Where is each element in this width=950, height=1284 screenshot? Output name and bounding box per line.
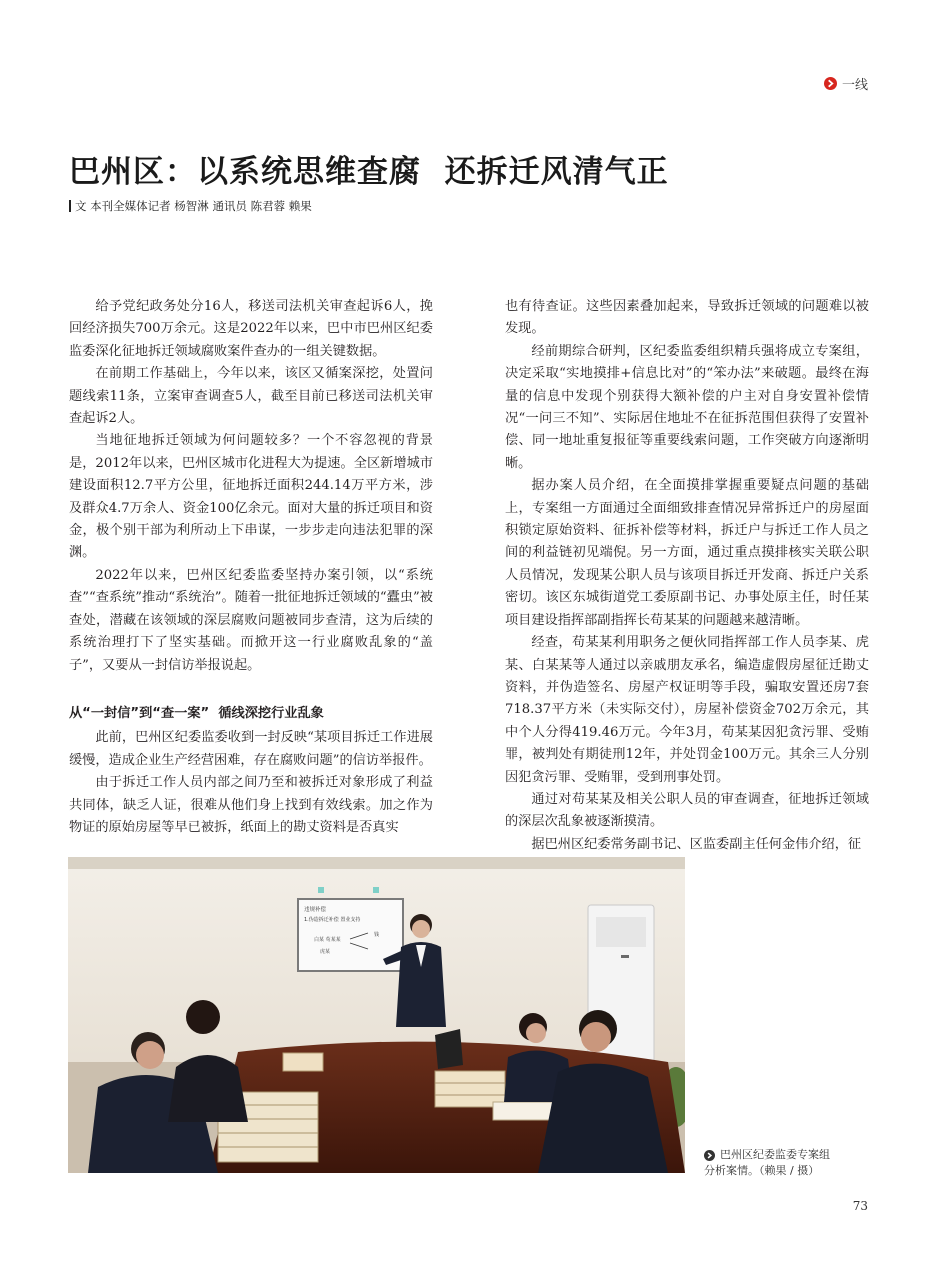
subheading: 从“一封信”到“查一案” 循线深挖行业乱象 — [69, 705, 324, 721]
whiteboard-text: 白某 苟某某 — [314, 937, 341, 943]
whiteboard-text: 违规补偿 — [304, 907, 327, 913]
caption-text: 分析案情。（赖果 / 摄） — [704, 1164, 820, 1177]
chevron-right-icon — [704, 1150, 715, 1161]
byline-text: 文 本刊全媒体记者 杨智淋 通讯员 陈君蓉 赖果 — [75, 199, 312, 213]
left-column — [69, 296, 433, 839]
right-column — [505, 296, 869, 856]
paragraph: 经前期综合研判，区纪委监委组织精兵强将成立专案组，决定采取“实地摸排+信息比对”的“笨办法”来破题。最终在海量的信息中发现个别获得大额补偿的户主对自身安置补偿情况“一问三不知”、实际居住地址不在征拆范围但获得了安置补偿、同一地址重复报征等重要线索问题，工作突破方向逐渐明晰。 — [505, 343, 869, 471]
meeting-photo-illustration — [68, 857, 685, 1173]
whiteboard-text: 虎某 — [320, 949, 331, 955]
photo-caption — [704, 1147, 874, 1179]
paragraph: 由于拆迁工作人员内部之间乃至和被拆迁对象形成了利益共同体，缺乏人证，很难从他们身上找到有效线索。加之作为物证的原始房屋等早已被拆，纸面上的勘丈资料是否真实 — [69, 775, 433, 835]
byline-bar — [69, 200, 71, 212]
chevron-right-icon — [824, 77, 837, 90]
paragraph: 经查，苟某某利用职务之便伙同指挥部工作人员李某、虎某、白某某等人通过以亲戚朋友承名，编造虚假房屋征迁勘丈资料，并伪造签名、房屋产权证明等手段，骗取安置还房7套718.37平方米（未实际交付），房屋补偿资金702万余元，其中个人分得419.46万元。今年3月，苟某某因犯贪污罪、受贿罪，被判处有期徒刑12年，并处罚金100万元。其余三人分别因犯贪污罪、受贿罪，受到刑事处罚。 — [505, 635, 869, 785]
paragraph: 此前，巴州区纪委监委收到一封反映“某项目拆迁工作进展缓慢，造成企业生产经营困难，存在腐败问题”的信访举报件。 — [69, 730, 433, 768]
paragraph: 在前期工作基础上，今年以来，该区又循案深挖，处置问题线索11条，立案审查调查5人，截至目前已移送司法机关审查起诉2人。 — [69, 366, 433, 427]
section-tag — [824, 74, 868, 92]
byline — [69, 198, 312, 214]
caption-text: 巴州区纪委监委专案组 — [720, 1148, 830, 1161]
whiteboard-text: 1.伪造拆迁补偿 置业支持 — [304, 917, 361, 923]
paragraph: 给予党纪政务处分16人，移送司法机关审查起诉6人，挽回经济损失700万余元。这是2022年以来，巴中市巴州区纪委监委深化征地拆迁领域腐败案件查办的一组关键数据。 — [69, 299, 433, 359]
whiteboard-text: 钱 — [374, 932, 380, 938]
article-photo — [68, 857, 685, 1173]
paragraph-continuation: 也有待查证。这些因素叠加起来，导致拆迁领域的问题难以被发现。 — [505, 299, 869, 337]
paragraph: 当地征地拆迁领域为何问题较多？一个不容忽视的背景是，2012年以来，巴州区城市化进程大为提速。全区新增城市建设面积12.7平方公里，征地拆迁面积244.14万平方米，涉及群众4.7万余人、资金100亿余元。面对大量的拆迁项目和资金，极个别干部为利所动上下串谋，一步步走向违法犯罪的深渊。 — [69, 433, 433, 561]
caption-line — [704, 1147, 874, 1163]
paragraph: 2022年以来，巴州区纪委监委坚持办案引领，以“系统查”“查系统”推动“系统治”。随着一批征地拆迁领域的“蠹虫”被查处，潜藏在该领域的深层腐败问题被同步查清，这为后续的系统治理打下了坚实基础。而掀开这一行业腐败乱象的“盖子”，又要从一封信访举报说起。 — [69, 567, 433, 673]
paragraph: 通过对苟某某及相关公职人员的审查调查，征地拆迁领域的深层次乱象被逐渐摸清。 — [505, 791, 869, 830]
page-number: 73 — [852, 1199, 868, 1213]
article-title: 巴州区：以系统思维查腐 还拆迁风清气正 — [69, 154, 669, 190]
paragraph: 据巴州区纪委常务副书记、区监委副主任何金伟介绍，征 — [531, 836, 862, 852]
section-label: 一线 — [841, 77, 868, 93]
paragraph: 据办案人员介绍，在全面摸排掌握重要疑点问题的基础上，专案组一方面通过全面细致排查情况异常拆迁户的房屋面积锁定原始资料、征拆补偿等材料，拆迁户与拆迁工作人员之间的利益链初见端倪。另一方面，通过重点摸排核实关联公职人员情况，发现某公职人员与该项目拆迁开发商、拆迁户关系密切。该区东城街道党工委原副书记、办事处原主任，时任某项目建设指挥部副指挥长苟某某的问题越来越清晰。 — [505, 478, 869, 628]
